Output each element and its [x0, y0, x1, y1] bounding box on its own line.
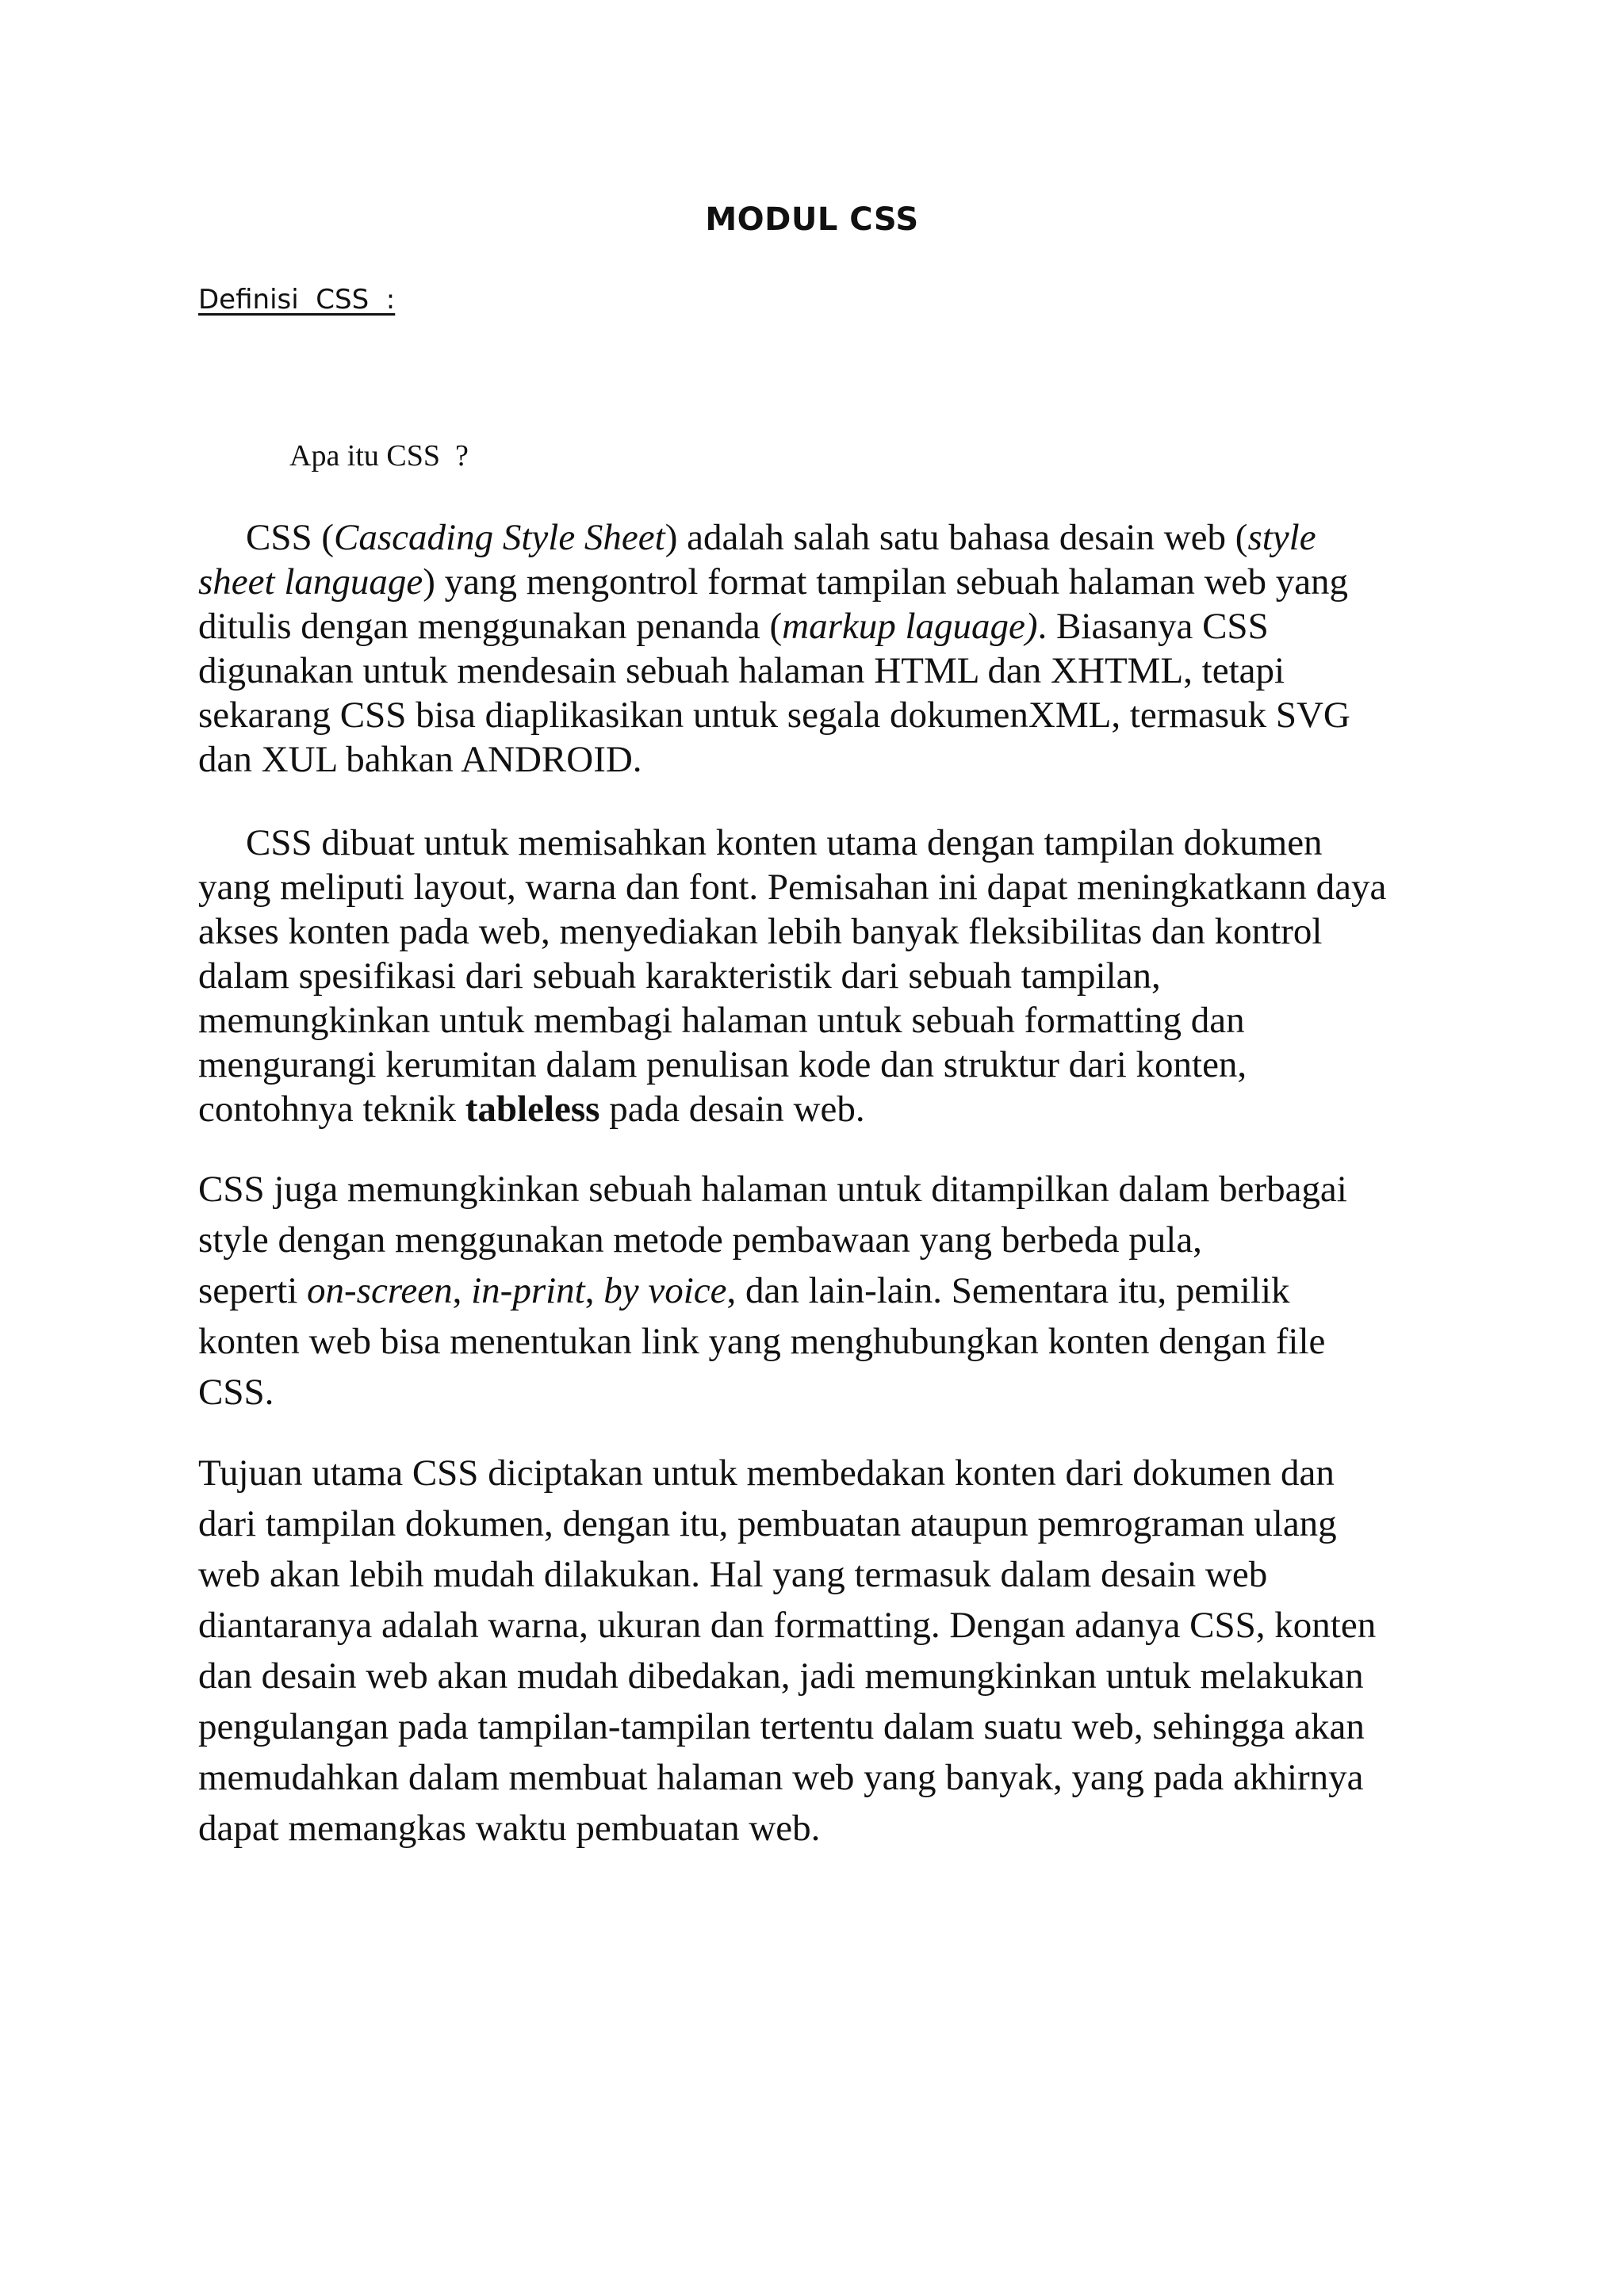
paragraph-line: sekarang CSS bisa diaplikasikan untuk segala dokumenXML, termasuk SVG: [198, 695, 1350, 736]
paragraph-line: mengurangi kerumitan dalam penulisan kode dan struktur dari konten,: [198, 1044, 1247, 1085]
paragraph-line: dari tampilan dokumen, dengan itu, pembuatan ataupun pemrograman ulang: [198, 1503, 1337, 1544]
italic-text: by voice: [603, 1270, 727, 1311]
question-heading: Apa itu CSS ?: [289, 439, 469, 473]
text-run: ditulis dengan menggunakan penanda (: [198, 606, 783, 647]
text-run: CSS (: [246, 517, 335, 558]
paragraph-purpose: [198, 1448, 1435, 1854]
paragraph-media: [198, 1164, 1435, 1418]
paragraph-line: CSS dibuat untuk memisahkan konten utama dengan tampilan dokumen: [246, 822, 1323, 863]
text-run: seperti: [198, 1270, 308, 1311]
text-run: . Biasanya CSS: [1037, 606, 1269, 647]
paragraph-line: pengulangan pada tampilan-tampilan tertentu dalam suatu web, sehingga akan: [198, 1706, 1365, 1747]
paragraph-line: yang meliputi layout, warna dan font. Pemisahan ini dapat meningkatkann daya: [198, 867, 1387, 908]
text-run: ,: [584, 1270, 604, 1311]
paragraph-line: dan XUL bahkan ANDROID.: [198, 739, 642, 780]
paragraph-line: akses konten pada web, menyediakan lebih banyak fleksibilitas dan kontrol: [198, 911, 1323, 952]
bold-text: tableless: [465, 1089, 600, 1130]
paragraph-line: CSS.: [198, 1372, 274, 1413]
paragraph-line: [198, 560, 1435, 604]
text-run: , dan lain-lain. Sementara itu, pemilik: [726, 1270, 1290, 1311]
paragraph-line: dalam spesifikasi dari sebuah karakteristik dari sebuah tampilan,: [198, 955, 1161, 997]
paragraph-line: [198, 604, 1435, 649]
paragraph-line: [198, 1265, 1435, 1316]
text-run: contohnya teknik: [198, 1089, 465, 1130]
italic-text: markup laguage): [782, 606, 1038, 647]
italic-text: in-print: [471, 1270, 585, 1311]
paragraph-line: CSS juga memungkinkan sebuah halaman untuk ditampilkan dalam berbagai: [198, 1169, 1347, 1210]
paragraph-line: memungkinkan untuk membagi halaman untuk sebuah formatting dan: [198, 1000, 1245, 1041]
text-run: ) yang mengontrol format tampilan sebuah halaman web yang: [423, 561, 1349, 603]
paragraph-line: [198, 1087, 1435, 1131]
paragraph-line: web akan lebih mudah dilakukan. Hal yang termasuk dalam desain web: [198, 1554, 1268, 1595]
text-run: pada desain web.: [599, 1089, 865, 1130]
paragraph-line: diantaranya adalah warna, ukuran dan formatting. Dengan adanya CSS, konten: [198, 1605, 1377, 1646]
text-run: ,: [452, 1270, 472, 1311]
page-title: MODUL CSS: [705, 201, 919, 238]
paragraph-line: [198, 515, 1435, 560]
paragraph-line: memudahkan dalam membuat halaman web yang banyak, yang pada akhirnya: [198, 1757, 1364, 1798]
paragraph-line: dan desain web akan mudah dibedakan, jadi memungkinkan untuk melakukan: [198, 1655, 1364, 1697]
italic-text: Cascading Style Sheet: [334, 517, 665, 558]
italic-text: sheet language: [198, 561, 423, 603]
paragraph-line: konten web bisa menentukan link yang menghubungkan konten dengan file: [198, 1321, 1326, 1362]
text-run: ) adalah salah satu bahasa desain web (: [665, 517, 1248, 558]
italic-text: style: [1247, 517, 1316, 558]
paragraph-separation: [198, 821, 1435, 1131]
paragraph-line: Tujuan utama CSS diciptakan untuk membedakan konten dari dokumen dan: [198, 1452, 1335, 1494]
paragraph-line: dapat memangkas waktu pembuatan web.: [198, 1808, 821, 1849]
paragraph-line: style dengan menggunakan metode pembawaan yang berbeda pula,: [198, 1219, 1202, 1261]
paragraph-definition: [198, 515, 1435, 782]
section-heading: Definisi CSS :: [198, 284, 396, 316]
paragraph-line: digunakan untuk mendesain sebuah halaman HTML dan XHTML, tetapi: [198, 650, 1285, 691]
italic-text: on-screen: [307, 1270, 453, 1311]
